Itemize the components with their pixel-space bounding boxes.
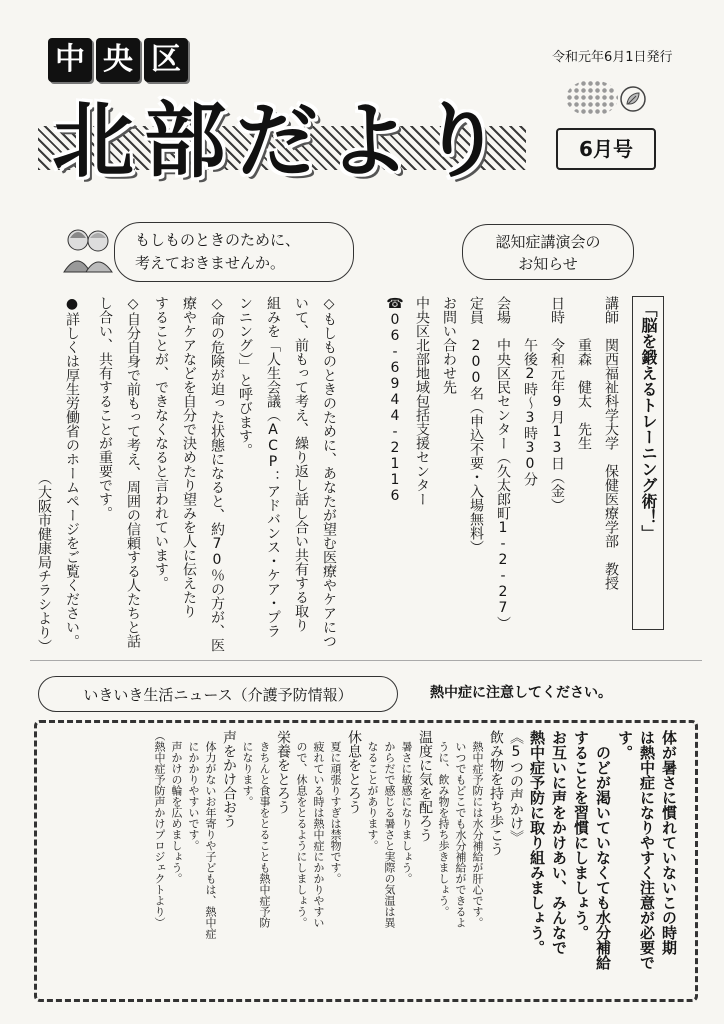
elderly-couple-icon [60,224,116,274]
acp-line: ンニング）」と呼びます。 [237,296,253,457]
acp-line: することが、できなくなると言われています。 [153,296,169,590]
news-heading: 温度に気を配ろう [417,730,433,842]
acp-line: し合い、共有することが重要です。 [97,296,113,520]
callout-line: お知らせ [518,255,578,273]
news-line: なることがあります。 [366,730,379,851]
lecture-section [383,296,664,630]
news-heading: 飲み物を持ち歩こう [488,730,504,856]
news-line: は熱中症になりやすく注意が必要で [638,730,656,970]
acp-callout [114,222,354,282]
news-line: きちんと食事をとることも熱中症予防 [258,730,271,928]
news-line: することを習慣にしましょう。 [572,730,590,940]
dot-pattern-icon [566,80,618,116]
news-line: す。 [616,730,634,760]
title-char: だ [236,94,319,189]
news-heading: 栄養をとろう [275,730,291,814]
news-line: いつでもどこでも水分補給ができるよ [454,730,467,928]
lecture-line: 定員 200名（申込不要・入場無料） [468,296,484,554]
title-char: り [420,94,503,189]
news-line: ので、休息をとるようにしましょう。 [295,730,308,928]
news-banner: いきいき生活ニュース（介護予防情報） [38,676,398,712]
news-heading: 休息をとろう [346,730,362,814]
lecture-line: 講師 関西福祉科学大学 保健医療学部 教授 [603,296,619,590]
news-source: （熱中症予防声かけプロジェクトより） [153,730,166,928]
section-divider [30,660,702,661]
news-line: になります。 [241,730,254,807]
month-badge: 6月号 [556,128,656,170]
news-line: 疲れている時は熱中症にかかりやすい [312,730,325,928]
news-line: うに、飲み物を持ち歩きましょう。 [437,730,450,917]
news-heading: 声をかけ合おう [221,730,237,828]
lecture-line: 重森 健太 先生 [576,296,592,450]
ward-char: 央 [96,38,140,82]
lecture-line: ☎06-6944-2116 [387,296,403,504]
title-char: 部 [144,94,227,189]
newsletter-title [52,94,502,190]
news-line: 暑さに敏感になりましょう。 [400,730,413,884]
title-char: よ [328,94,411,189]
callout-line: 考えておきませんか。 [135,254,286,272]
heatstroke-heading: 熱中症に注意してください。 [430,685,612,701]
acp-line: ◇自分自身で前もって考え、周囲の信頼する人たちと話 [125,296,141,648]
news-line: からだで感じる暑さと実際の気温は異 [383,730,396,928]
news-line: 声かけの輪を広めましょう。 [170,730,183,884]
lecture-line: お問い合わせ先 [441,296,457,394]
acp-line: ◇命の危険が迫った状態になると、約70％の方が、医 [209,296,225,652]
ward-char: 中 [48,38,92,82]
acp-line: 療やケアなどを自分で決めたり望みを人に伝えたり [181,296,197,618]
news-line: お互いに声をかけあい、みんなで [550,730,568,955]
news-line: 熱中症予防には水分補給が肝心です。 [471,730,484,928]
news-line: 体力がないお年寄りや子どもは、熱中症 [204,730,217,939]
lecture-callout [462,224,634,280]
callout-line: 認知症講演会の [495,233,601,251]
title-char: 北 [52,94,135,189]
acp-line: ◇もしものときのために、あなたが望む医療やケアにつ [321,296,337,648]
lecture-line: 午後2時～3時30分 [522,296,538,486]
ward-logo [48,38,188,82]
news-line: 熱中症予防に取り組みましょう。 [528,730,546,955]
callout-line: もしものときのために、 [135,231,301,249]
news-line: 体が暑さに慣れていないこの時期 [660,730,678,955]
lecture-title: 「脳を鍛えるトレーニング術！」 [632,296,664,630]
news-line: 夏に頑張りすぎは禁物です。 [329,730,342,884]
acp-source: （大阪市健康局チラシより） [36,296,52,653]
lecture-line: 日時 令和元年9月13日（金） [549,296,565,512]
lecture-line: 会場 中央区民センター（久太郎町1-2-27） [495,296,511,630]
news-line: にかかりやすいです。 [187,730,200,851]
news-heading: 《5つの声かけ》 [508,730,524,844]
lecture-line: 中央区北部地域包括支援センター [414,296,430,506]
acp-line: 組みを「人生会議（ACP：アドバンス・ケア・プラ [265,296,281,638]
acp-line: いて、前もって考え、繰り返し話し合い共有する取り [293,296,309,632]
acp-section [36,296,340,653]
news-body [52,730,680,992]
news-line: のどが渇いていなくても水分補給 [594,730,612,970]
leaf-icon [620,86,646,112]
ward-char: 区 [144,38,188,82]
issue-date: 令和元年6月1日発行 [552,50,673,65]
acp-line: ●詳しくは厚生労働省のホームページをご覧ください。 [64,296,80,648]
